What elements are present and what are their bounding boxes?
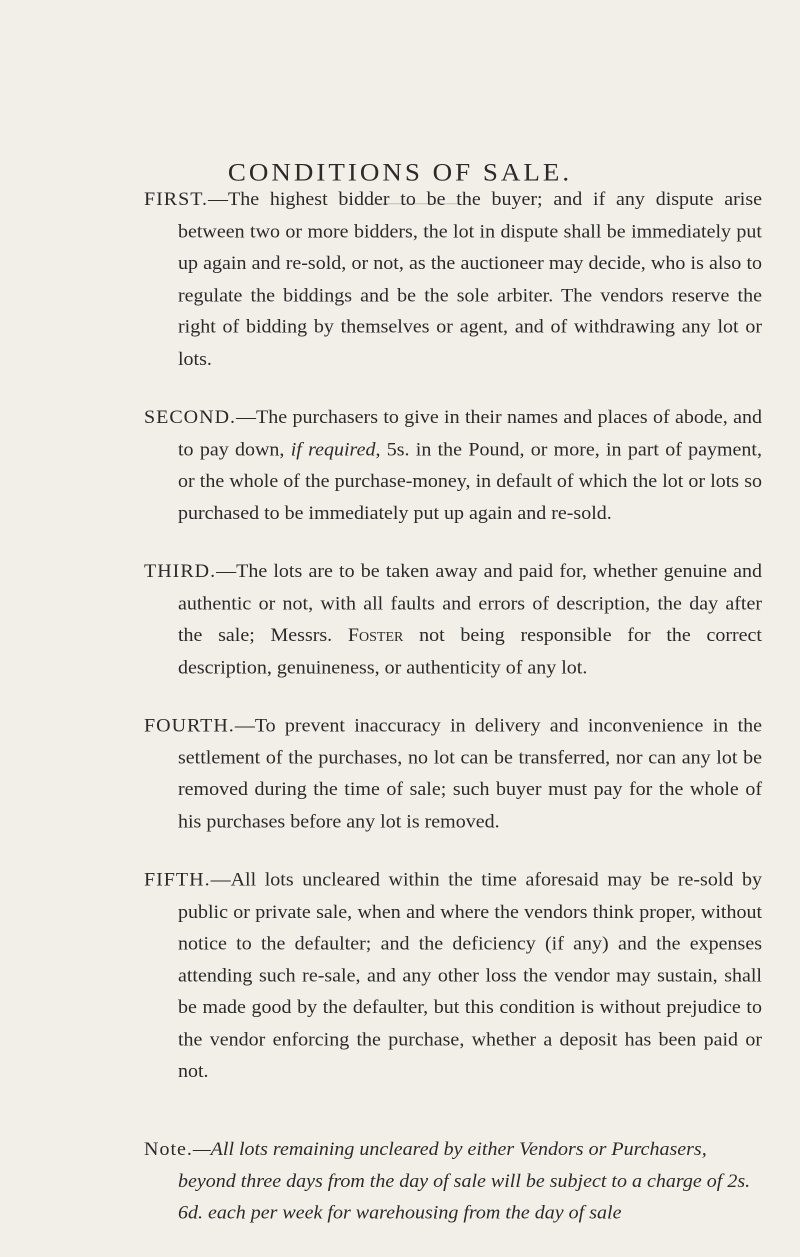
clause-fourth [144, 710, 762, 838]
note [144, 1134, 762, 1230]
clause-fifth-lead: FIFTH. [144, 869, 211, 891]
clause-second [144, 402, 762, 530]
clause-first-lead: FIRST. [144, 189, 208, 210]
note-lead: Note. [144, 1138, 193, 1160]
clause-first-text: —The highest bidder to be the buyer; and if any dispute arise between two or more bidders, the lot in dispute shall be immediately put up again and re-sold, or not, as the auctioneer may decide, who is also to regulate the biddings and be the sole arbiter. The vendors reserve the right of bidding by themselves or agent, and of withdrawing any lot or lots. [178, 189, 762, 370]
clause-third-text-after: not being responsible for the correct description, genuineness, or authenticity of any lot. [178, 624, 762, 678]
clause-fifth [144, 865, 762, 1088]
clause-second-lead: SECOND. [144, 406, 237, 428]
clause-first [144, 184, 762, 375]
clause-second-italic: if required [290, 438, 376, 460]
clause-fourth-lead: FOURTH. [144, 715, 235, 737]
clause-second-text-after: , 5s. in the Pound, or more, in part of payment, or the whole of the purchase-money, in default of which the lot or lots so purchased to be immediately put up again and re-sold. [178, 438, 762, 524]
page-title: CONDITIONS OF SALE. [227, 157, 573, 187]
clause-second-text-before: —The purchasers to give in their names and places of abode, and to pay down, [178, 406, 762, 460]
page [0, 7, 800, 1224]
clause-fifth-text: —All lots uncleared within the time aforesaid may be re-sold by public or private sale, when and where the vendors think proper, without notice to the defaulter; and the deficiency (if any) and the expenses attending such re-sale, and any other loss the vendor may sustain, shall be made good by the defaulter, but this condition is without prejudice to the vendor enforcing the purchase, whether a deposit has been paid or not. [178, 869, 762, 1082]
clause-third-smallcaps: Foster [347, 624, 404, 646]
clause-fourth-text: —To prevent inaccuracy in delivery and inconvenience in the settlement of the purchases, no lot can be transferred, nor can any lot be removed during the time of sale; such buyer must pay for the whole of his purchases before any lot is removed. [178, 715, 762, 832]
note-text: —All lots remaining uncleared by either Vendors or Purchasers, beyond three days from the day of sale will be subject to a charge of 2s. 6d. each per week for warehousing from the day of sale [178, 1138, 751, 1224]
clause-third-text-before: —The lots are to be taken away and paid for, whether genuine and authentic or not, with all faults and errors of description, the day after the sale; Messrs. [178, 561, 762, 646]
clause-third-lead: THIRD. [144, 561, 217, 582]
clause-third [144, 556, 762, 684]
